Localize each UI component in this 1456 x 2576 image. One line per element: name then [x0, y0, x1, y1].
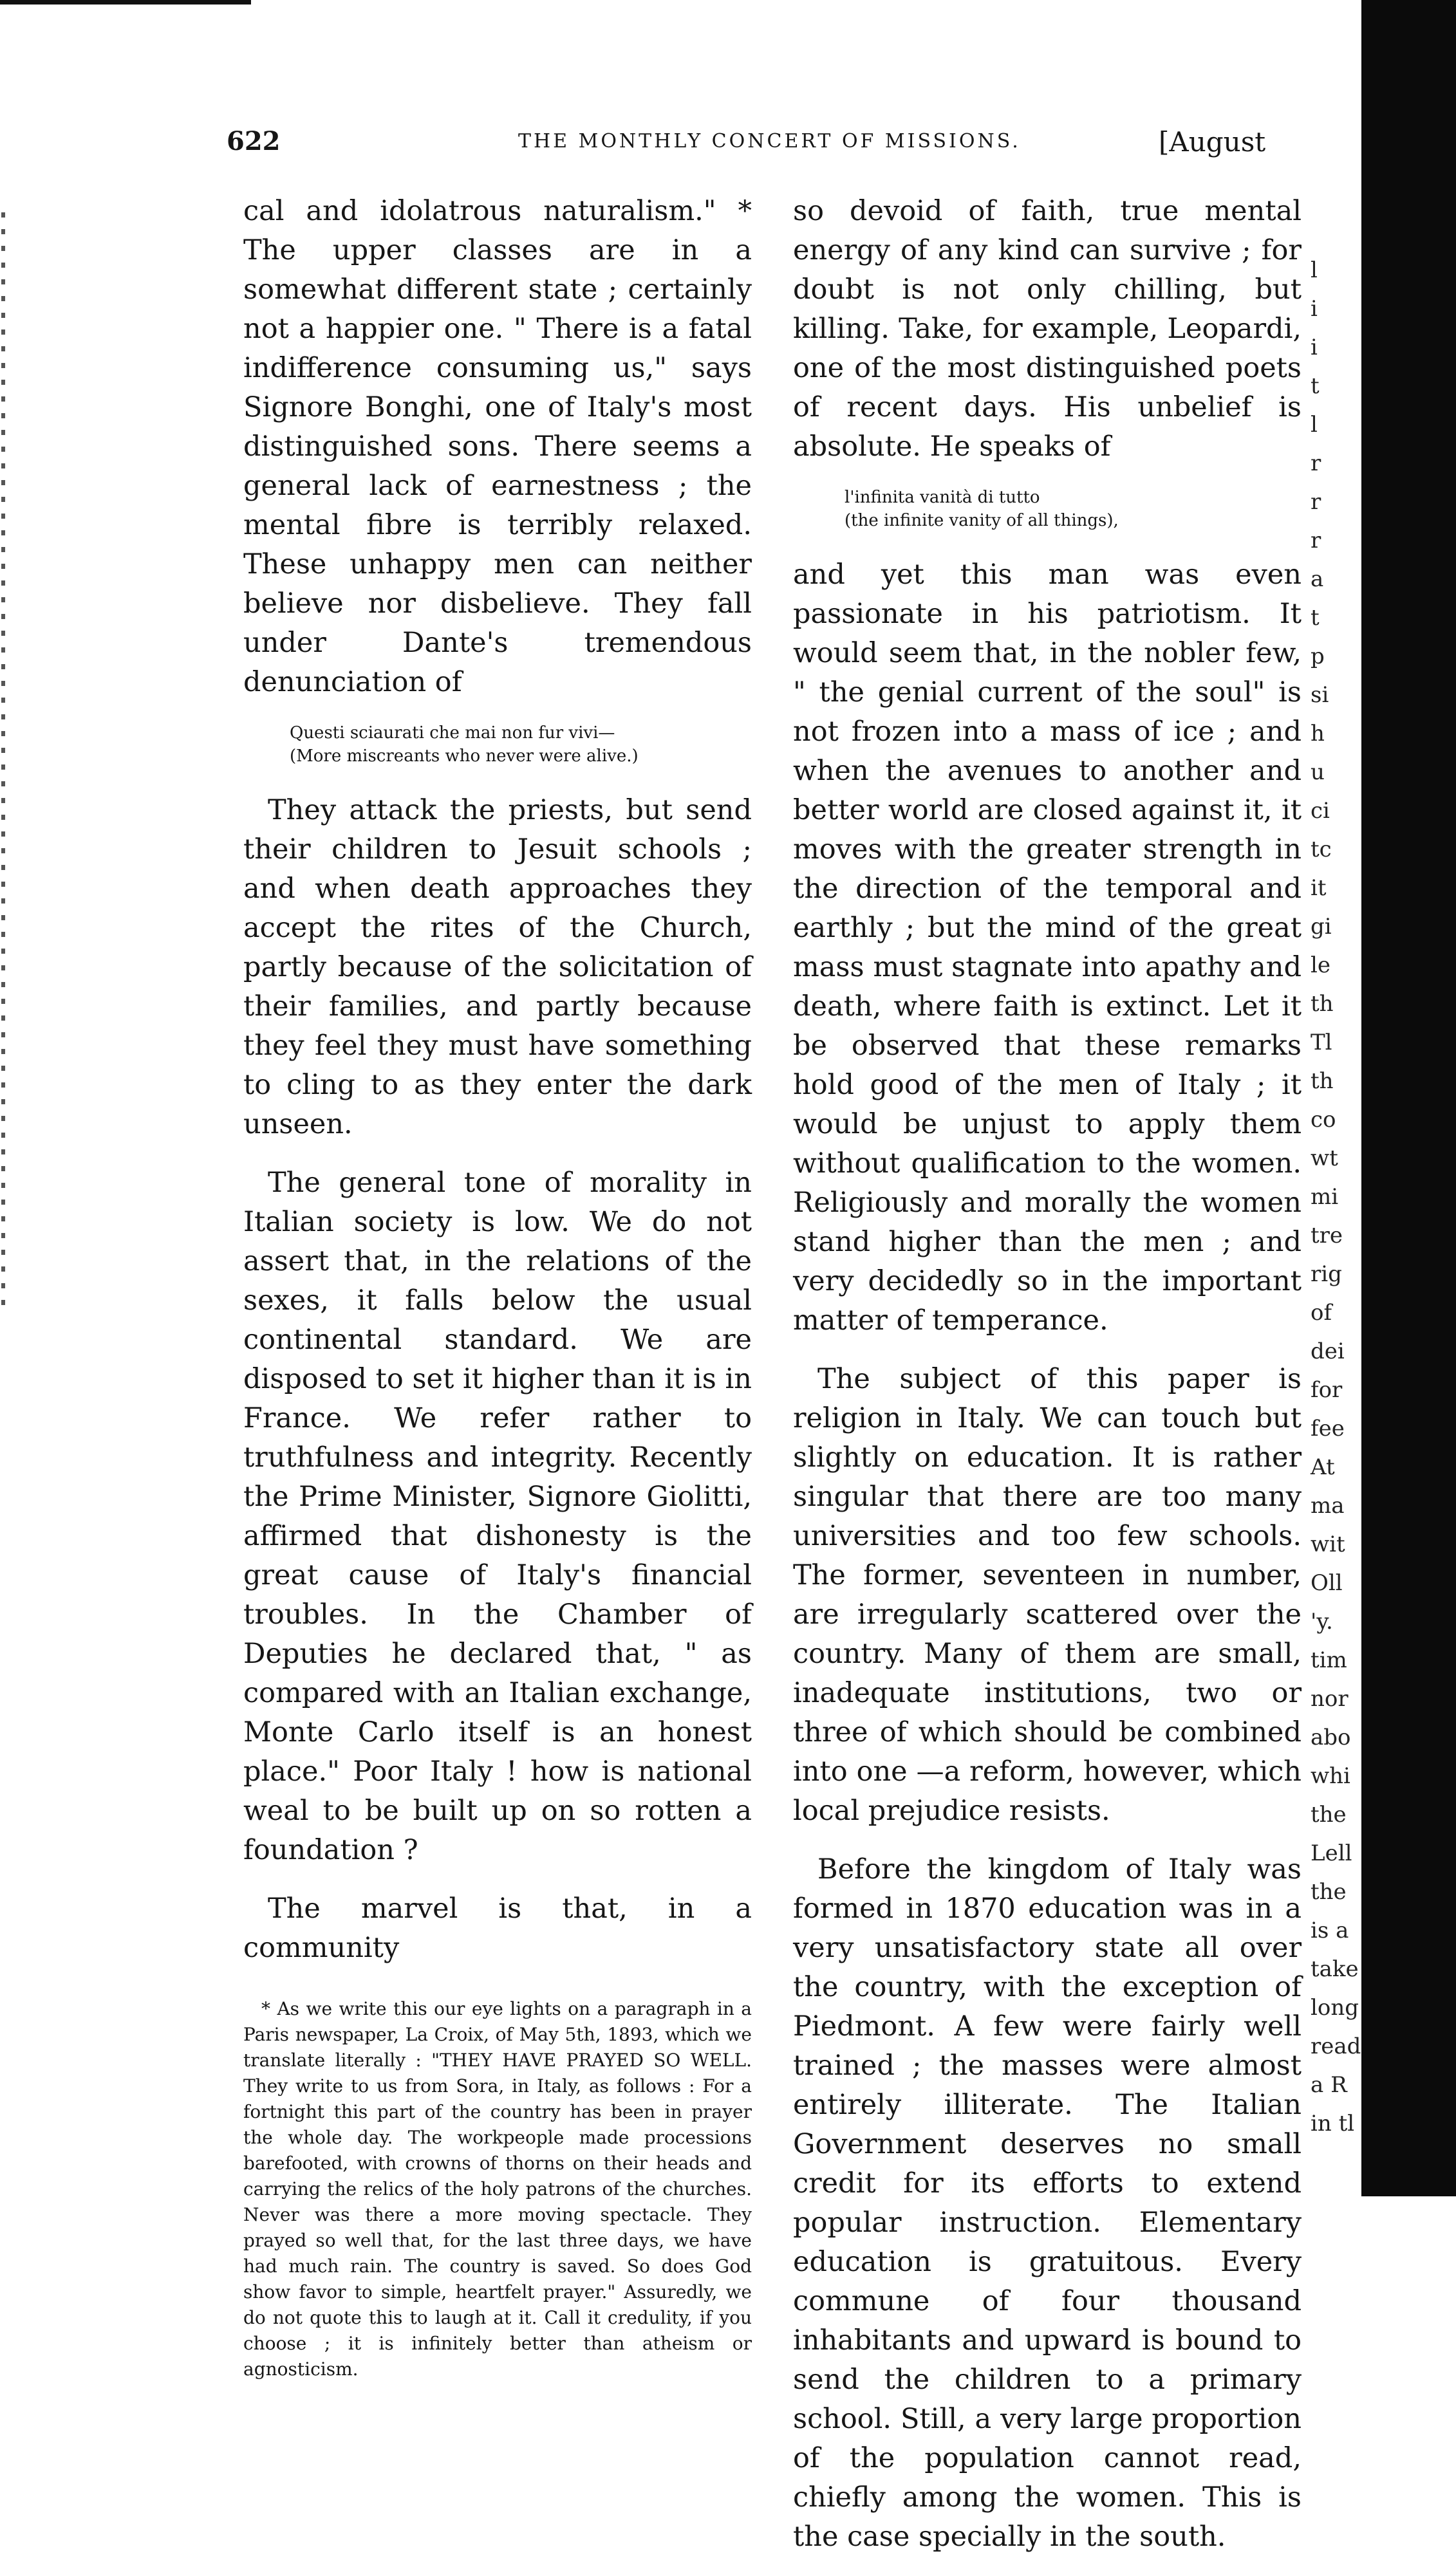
next-page-fragment: le — [1311, 952, 1330, 978]
paragraph: The subject of this paper is religion in Italy. We can touch but slightly on education. It is rather singular that there are too many universities and too few schools. The former, seventeen in number, are irregularly scattered over the country. Many of them are small, inadequate institutions, two or three of which should be combined into one —a reform, however, which local prejudice resists. — [793, 1363, 1302, 1827]
next-page-fragment: wit — [1311, 1532, 1345, 1557]
next-page-fragment: a — [1311, 566, 1324, 592]
next-page-fragment: nor — [1311, 1686, 1349, 1712]
next-page-fragment: in tl — [1311, 2111, 1355, 2136]
binding-dots — [1, 212, 5, 1306]
next-page-fragment: for — [1311, 1377, 1343, 1403]
next-page-fragment: u — [1311, 759, 1325, 785]
next-page-fragment: r — [1311, 489, 1321, 515]
next-page-fragment: i — [1311, 335, 1318, 360]
next-page-fragment: take — [1311, 1956, 1359, 1982]
page-number: 622 — [227, 126, 281, 156]
next-page-fragment: rig — [1311, 1261, 1342, 1287]
next-page-fragment: long — [1311, 1995, 1359, 2021]
left-column — [243, 192, 752, 2382]
dante-quote — [243, 721, 752, 768]
paragraph: cal and idolatrous naturalism." * The upper classes are in a somewhat different state ; certainly not a happier one. " There is a fatal indifference consuming us," says Signore Bonghi, one of Italy's most distinguished sons. There seems a general lack of earnestness ; the mental fibre is terribly relaxed. These unhappy men can neither believe nor disbelieve. They fall under Dante's tremendous denunciation of — [243, 195, 752, 698]
next-page-fragment: read — [1311, 2034, 1361, 2059]
next-page-fragment: t — [1311, 605, 1320, 631]
next-page-fragment: the — [1311, 1802, 1347, 1828]
next-page-fragment: tre — [1311, 1223, 1343, 1248]
next-page-fragment: the — [1311, 1879, 1347, 1905]
next-page-fragment: Oll — [1311, 1570, 1343, 1596]
next-page-fragment: r — [1311, 450, 1321, 476]
next-page-fragment: t — [1311, 373, 1320, 399]
next-page-fragment: tc — [1311, 837, 1332, 862]
running-month: [August — [1159, 126, 1266, 158]
next-page-fragment: dei — [1311, 1339, 1345, 1364]
next-page-fragment: l — [1311, 412, 1318, 438]
right-column — [793, 192, 1302, 2576]
leopardi-quote — [793, 486, 1302, 532]
next-page-fragment: p — [1311, 644, 1325, 669]
paragraph: and yet this man was even passionate in his patriotism. It would seem that, in the nobler few, " the genial current of the soul" is not frozen into a mass of ice ; and when the avenues to another and better world are closed against it, it moves with the greater strength in the direction of the temporal and earthly ; but the mind of the great mass must stagnate into apathy and death, where faith is extinct. Let it be observed that these remarks hold good of the men of Italy ; it would be unjust to apply them without qualification to the women. Religiously and morally the women stand higher than the men ; and very decidedly so in the important matter of temperance. — [793, 559, 1302, 1337]
next-page-fragment: si — [1311, 682, 1329, 708]
next-page-fragment: co — [1311, 1107, 1336, 1133]
paragraph: The marvel is that, in a community — [243, 1893, 752, 1964]
next-page-fragment: At — [1311, 1454, 1335, 1480]
next-page-fragment: ci — [1311, 798, 1330, 824]
paragraph: Before the kingdom of Italy was formed in 1870 education was in a very unsatisfactory state all over the country, with the exception of Piedmont. A few were fairly well trained ; the masses were almost entirely illiterate. The Italian Government deserves no small credit for its efforts to extend popular instruction. Elementary education is gratuitous. Every commune of four thousand inhabitants and upward is bound to send the children to a primary school. Still, a very large proportion of the population cannot read, chiefly among the women. This is the case specially in the south. — [793, 1853, 1302, 2553]
next-page-fragment: mi — [1311, 1184, 1339, 1210]
next-page-edge — [1294, 0, 1361, 2196]
page-header — [0, 126, 1456, 165]
paragraph: The general tone of morality in Italian society is low. We do not assert that, in the relations of the sexes, it falls below the usual continental standard. We are disposed to set it higher than it is in France. We refer rather to truthfulness and integrity. Recently the Prime Minister, Signore Giolitti, affirmed that dishonesty is the great cause of Italy's financial troubles. In the Chamber of Deputies he declared that, " as compared with an Italian exchange, Monte Carlo itself is an honest place." Poor Italy ! how is national weal to be built up on so rotten a foundation ? — [243, 1167, 752, 1866]
quote-line: l'infinita vanità di tutto — [845, 488, 1040, 507]
quote-translation: (More miscreants who never were alive.) — [290, 746, 639, 766]
paragraph: They attack the priests, but send their children to Jesuit schools ; and when death approaches they accept the rites of the Church, partly because of the solicitation of their families, and partly because they feel they must have something to cling to as they enter the dark unseen. — [243, 794, 752, 1140]
next-page-fragment: i — [1311, 296, 1318, 322]
next-page-fragment: of — [1311, 1300, 1332, 1326]
footnote: * As we write this our eye lights on a paragraph in a Paris newspaper, La Croix, of May 5th, 1893, which we translate literally : "THEY HAVE PRAYED SO WELL. They write to us from Sora, in Italy, as follows : For a fortnight this part of the country has been in prayer the whole day. The workpeople made processions barefooted, with crowns of thorns on their heads and carrying the relics of the holy patrons of the churches. Never was there a more moving spectacle. They prayed so well that, for the last three days, we have had much rain. The country is saved. So does God show favor to simple, heartfelt prayer." Assuredly, we do not quote this to laugh at it. Call it credulity, if you choose ; it is infinitely better than atheism or agnosticism. — [243, 1998, 752, 2380]
next-page-fragment: gi — [1311, 914, 1332, 940]
top-rule — [0, 0, 251, 5]
running-title: THE MONTHLY CONCERT OF MISSIONS. — [518, 130, 1021, 153]
next-page-fragment: 'y. — [1311, 1609, 1333, 1635]
quote-translation: (the infinite vanity of all things), — [845, 511, 1119, 530]
next-page-fragment: is a — [1311, 1918, 1349, 1943]
next-page-fragment: h — [1311, 721, 1325, 746]
next-page-fragment: wt — [1311, 1145, 1338, 1171]
next-page-fragment: it — [1311, 875, 1327, 901]
next-page-fragment: a R — [1311, 2072, 1347, 2098]
next-page-fragment: abo — [1311, 1725, 1351, 1750]
quote-line: Questi sciaurati che mai non fur vivi— — [290, 723, 615, 743]
next-page-fragment: fee — [1311, 1416, 1345, 1441]
next-page-fragment: whi — [1311, 1763, 1350, 1789]
next-page-fragment: th — [1311, 991, 1334, 1017]
next-page-fragment: l — [1311, 257, 1318, 283]
paragraph: so devoid of faith, true mental energy of any kind can survive ; for doubt is not only chilling, but killing. Take, for example, Leopardi, one of the most distinguished poets of recent days. His unbelief is absolute. He speaks of — [793, 195, 1302, 463]
next-page-fragment: th — [1311, 1068, 1334, 1094]
next-page-fragment: Lell — [1311, 1840, 1352, 1866]
next-page-fragment: r — [1311, 528, 1321, 553]
next-page-fragment: tim — [1311, 1647, 1347, 1673]
next-page-fragment: ma — [1311, 1493, 1345, 1519]
next-page-fragment: Tl — [1311, 1030, 1332, 1055]
scan-dark-edge — [1361, 0, 1456, 2196]
